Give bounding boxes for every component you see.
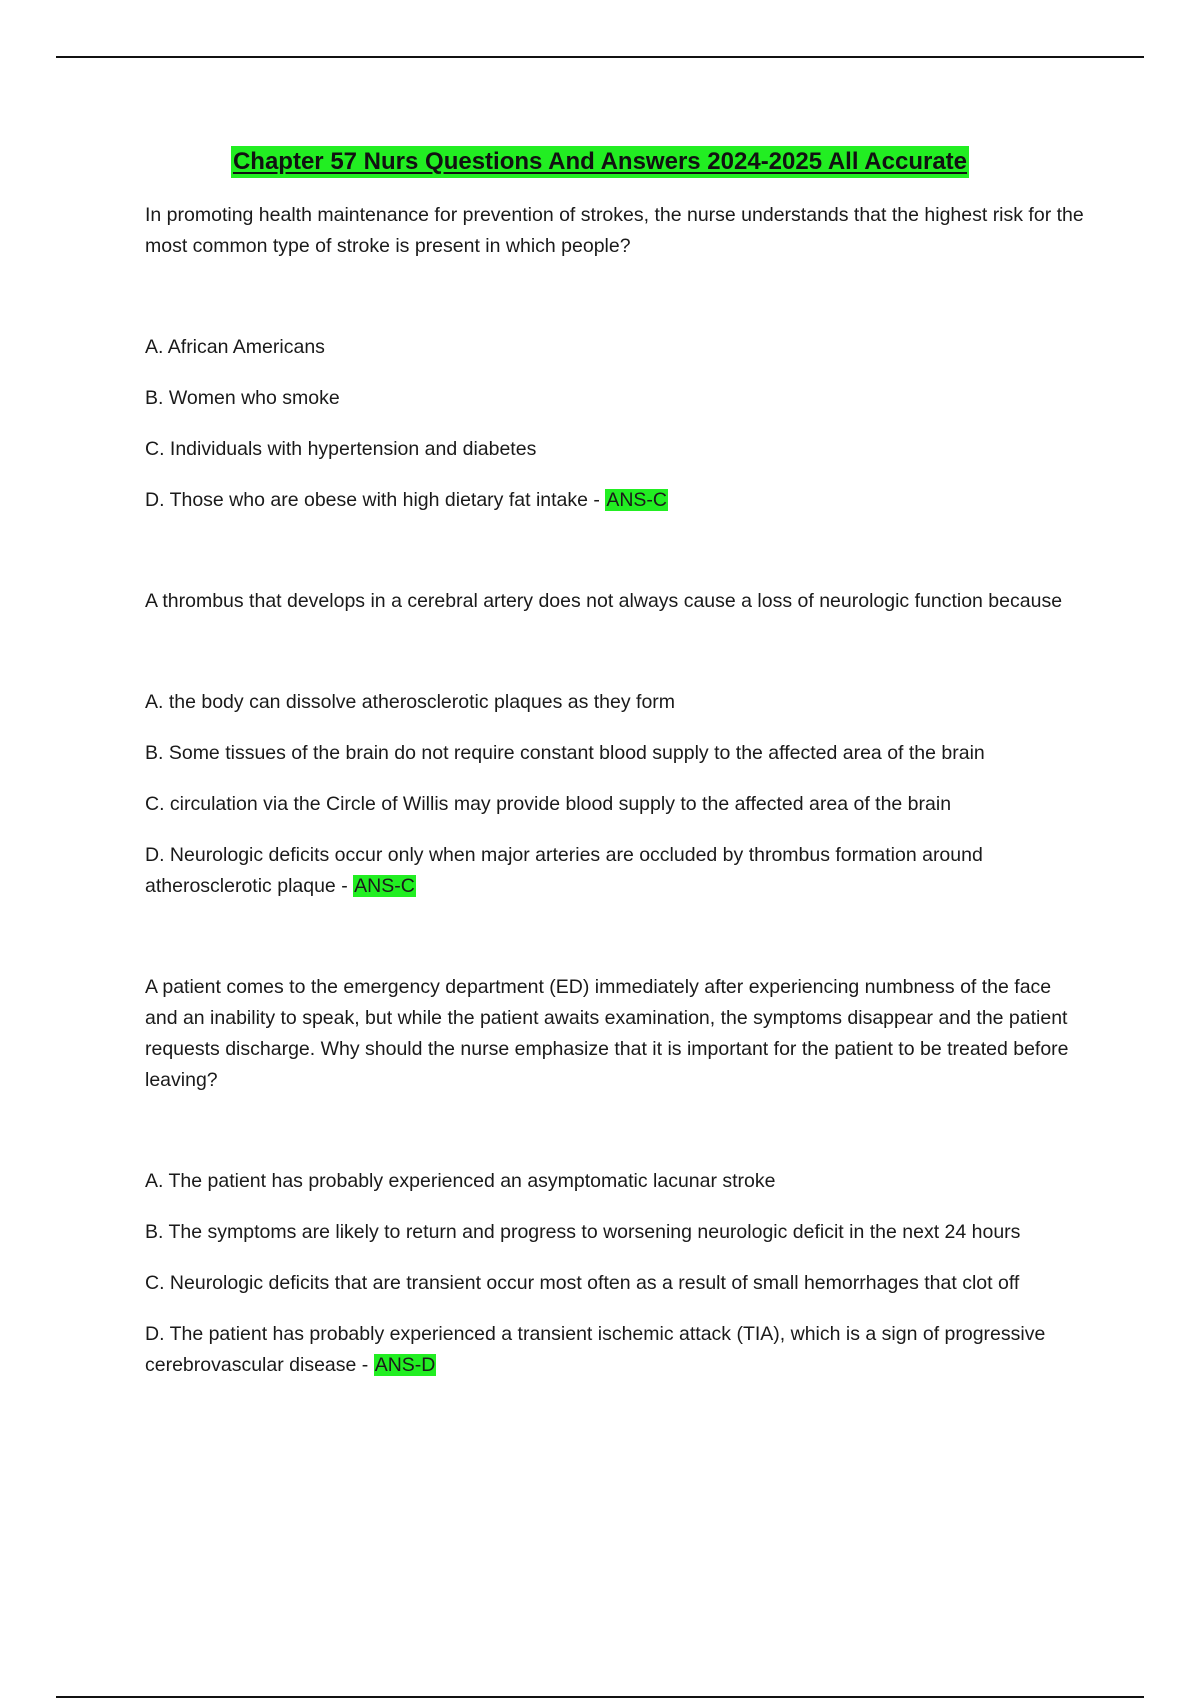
page-top-rule [56, 56, 1144, 58]
answer-option-text: D. The patient has probably experienced a transient ischemic attack (TIA), which is a sign of progressive cerebrovascular disease - [145, 1323, 1046, 1376]
page-bottom-rule [56, 1696, 1144, 1698]
correct-answer-highlight: ANS-C [354, 875, 415, 897]
answer-option: C. Individuals with hypertension and diabetes [145, 438, 537, 460]
answer-option-text: D. Neurologic deficits occur only when major arteries are occluded by thrombus formation around atherosclerotic plaque - [145, 844, 983, 897]
question-block [145, 586, 1085, 902]
answer-option [145, 1319, 1085, 1381]
question-stem: A patient comes to the emergency department (ED) immediately after experiencing numbness of the face and an inability to speak, but while the patient awaits examination, the symptoms disappear and the patient requests discharge. Why should the nurse emphasize that it is important for the patient to be treated before leaving? [145, 976, 1069, 1091]
document-body [145, 200, 1085, 1381]
question-block [145, 972, 1085, 1381]
answer-option [145, 485, 1085, 516]
answer-option: C. Neurologic deficits that are transient occur most often as a result of small hemorrhages that clot off [145, 1272, 1020, 1294]
correct-answer-highlight: ANS-D [374, 1354, 436, 1376]
answer-option: A. The patient has probably experienced an asymptomatic lacunar stroke [145, 1170, 776, 1192]
title-container [0, 146, 1200, 178]
answer-option: B. Women who smoke [145, 387, 340, 409]
question-stem: A thrombus that develops in a cerebral artery does not always cause a loss of neurologic function because [145, 590, 1063, 612]
question-block [145, 200, 1085, 516]
answer-option: A. the body can dissolve atherosclerotic plaques as they form [145, 691, 676, 713]
correct-answer-highlight: ANS-C [606, 489, 667, 511]
answer-option: A. African Americans [145, 336, 325, 358]
document-title: Chapter 57 Nurs Questions And Answers 2024-2025 All Accurate [231, 146, 969, 178]
answer-option: B. The symptoms are likely to return and progress to worsening neurologic deficit in the next 24 hours [145, 1221, 1021, 1243]
question-stem: In promoting health maintenance for prevention of strokes, the nurse understands that the highest risk for the most common type of stroke is present in which people? [145, 204, 1084, 257]
answer-option: C. circulation via the Circle of Willis may provide blood supply to the affected area of the brain [145, 793, 952, 815]
answer-option [145, 840, 1085, 902]
answer-option: B. Some tissues of the brain do not require constant blood supply to the affected area of the brain [145, 742, 985, 764]
answer-option-text: D. Those who are obese with high dietary fat intake - [145, 489, 606, 511]
